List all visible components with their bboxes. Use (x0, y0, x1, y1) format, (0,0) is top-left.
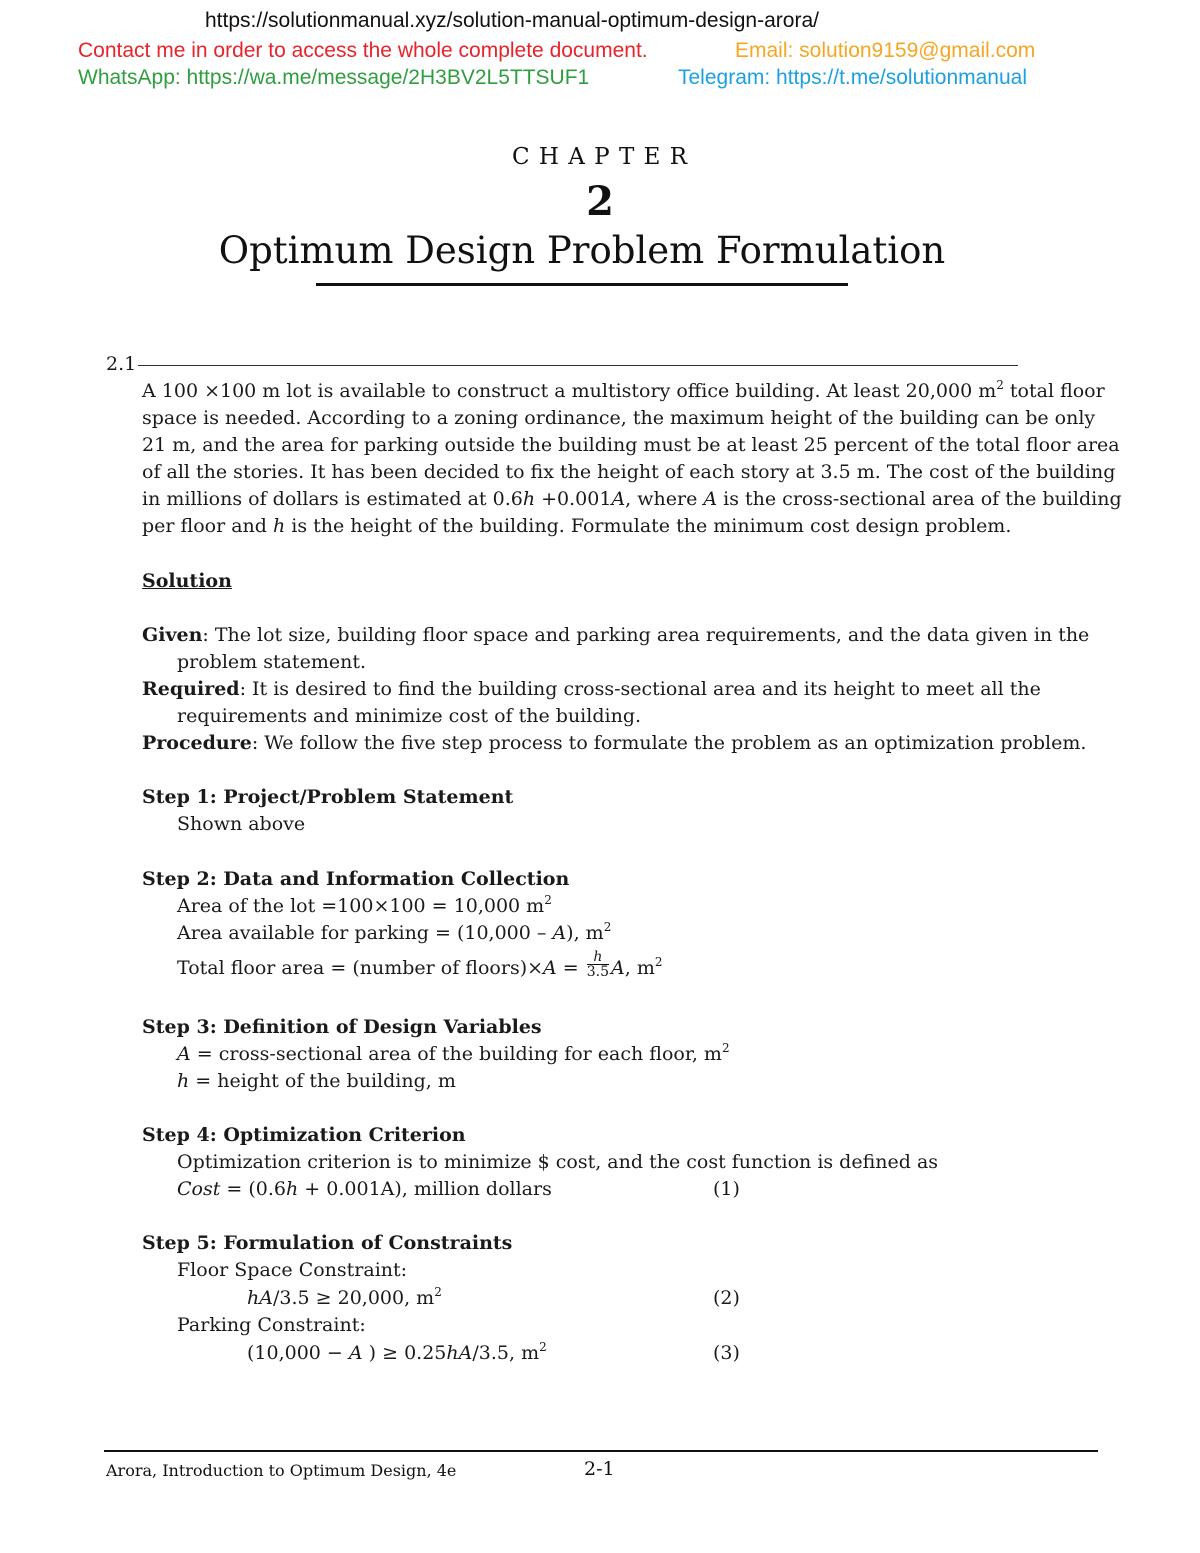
parking-constraint: (10,000 − A ) ≥ 0.25hA/3.5, $m^2$ (247, 1340, 547, 1364)
source-url[interactable]: https://solutionmanual.xyz/solution-manual-optimum-design-arora/ (205, 9, 819, 32)
step1-text: Shown above (177, 813, 306, 835)
problem-number: 2.1 (106, 353, 137, 375)
problem-line-1: A 100 ×100 m lot is available to construct a multistory office building. At least 20,000 $m^2$ total floor (142, 378, 1105, 402)
problem-line-3: 21 m, and the area for parking outside the building must be at least 25 percent of the total floor area (142, 434, 1120, 456)
floor-space-constraint: hA/3.5 ≥ 20,000, $m^2$ (247, 1285, 442, 1309)
step5-title: Step 5: Formulation of Constraints (142, 1232, 513, 1254)
step4-line-1: Optimization criterion is to minimize $ cost, and the cost function is defined as (177, 1151, 939, 1173)
contact-text: Contact me in order to access the whole complete document. (78, 39, 648, 62)
footer-rule (104, 1450, 1098, 1452)
chapter-title: Optimum Design Problem Formulation (218, 229, 946, 272)
email-link[interactable]: Email: solution9159@gmail.com (735, 39, 1036, 62)
floor-space-label: Floor Space Constraint: (177, 1259, 408, 1281)
problem-line-2: space is needed. According to a zoning ordinance, the maximum height of the building can be only (142, 407, 1096, 429)
equation-number-1: (1) (713, 1178, 740, 1200)
step1-title: Step 1: Project/Problem Statement (142, 786, 514, 808)
problem-line-6: per floor and h is the height of the building. Formulate the minimum cost design problem. (142, 515, 1012, 537)
problem-rule (138, 365, 1018, 366)
required-line: Required: It is desired to find the building cross-sectional area and its height to meet all the (142, 678, 1041, 700)
step2-line-2: Area available for parking = (10,000 – A), $m^2$ (177, 920, 612, 944)
footer-book: Arora, Introduction to Optimum Design, 4e (106, 1461, 457, 1480)
step3-line-2: h = height of the building, m (177, 1070, 456, 1092)
chapter-label: C H A P T E R (511, 144, 689, 170)
chapter-number: 2 (586, 178, 614, 225)
required-line-2: requirements and minimize cost of the building. (177, 705, 642, 727)
whatsapp-link[interactable]: WhatsApp: https://wa.me/message/2H3BV2L5TTSUF1 (78, 66, 590, 89)
problem-line-5: in millions of dollars is estimated at 0.6h +0.001A, where A is the cross-sectional area of the building (142, 488, 1122, 510)
procedure-line: Procedure: We follow the five step process to formulate the problem as an optimization problem. (142, 732, 1087, 754)
step3-title: Step 3: Definition of Design Variables (142, 1016, 542, 1038)
page-number: 2-1 (584, 1458, 615, 1480)
given-line: Given: The lot size, building floor space and parking area requirements, and the data given in the (142, 624, 1090, 646)
equation-number-3: (3) (713, 1342, 740, 1364)
solution-heading: Solution (142, 570, 232, 592)
step4-title: Step 4: Optimization Criterion (142, 1124, 466, 1146)
step3-line-1: A = cross-sectional area of the building for each floor, $m^2$ (177, 1041, 730, 1065)
problem-line-4: of all the stories. It has been decided to fix the height of each story at 3.5 m. The cost of the building (142, 461, 1116, 483)
equation-number-2: (2) (713, 1287, 740, 1309)
floor-fraction: $\frac{h}{3.5}$ (586, 949, 610, 980)
cost-function: Cost = (0.6h + 0.001A), million dollars (177, 1178, 552, 1200)
step2-line-1: Area of the lot =100×100 = 10,000 $m^2$ (177, 893, 552, 917)
parking-label: Parking Constraint: (177, 1314, 366, 1336)
step2-line-3: Total floor area = (number of floors)×A = $\frac{h}{3.5}$ A, $m^2$ (177, 949, 663, 980)
given-line-2: problem statement. (177, 651, 366, 673)
step2-title: Step 2: Data and Information Collection (142, 868, 570, 890)
title-underline (316, 283, 848, 286)
telegram-link[interactable]: Telegram: https://t.me/solutionmanual (678, 66, 1028, 89)
